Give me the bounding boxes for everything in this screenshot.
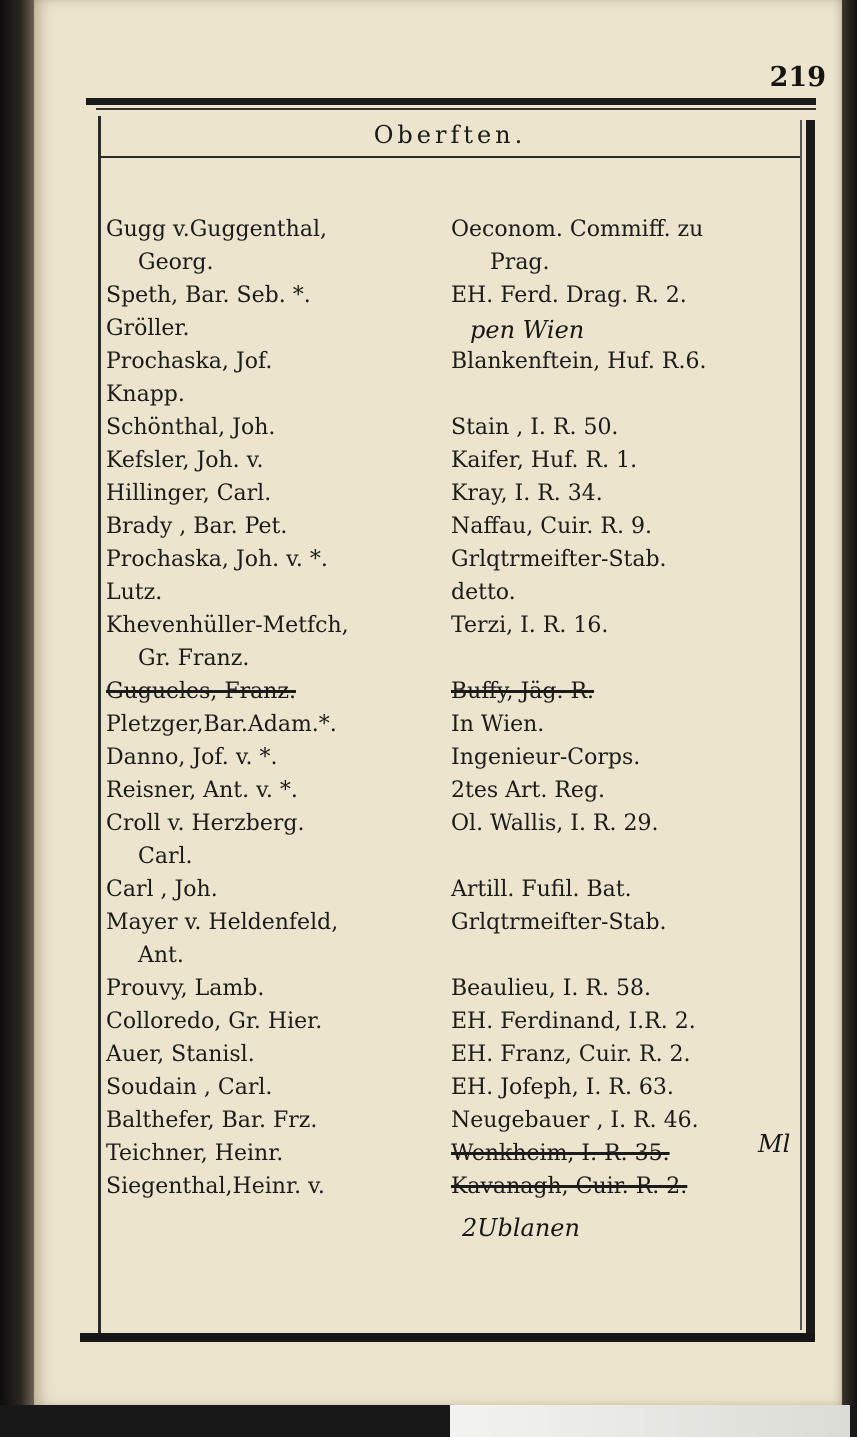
officer-name: Carl. <box>138 844 193 869</box>
page-number: 219 <box>769 62 826 93</box>
list-item <box>0 477 857 510</box>
officer-posting-struck: Wenkheim, I. R. 35. <box>451 1141 670 1166</box>
list-item <box>0 708 857 741</box>
officer-name: Gugg v.Guggenthal, <box>106 217 327 242</box>
list-item <box>0 378 857 411</box>
officer-name: Teichner, Heinr. <box>106 1141 284 1166</box>
officer-name: Prochaska, Jof. <box>106 349 273 374</box>
list-item <box>0 444 857 477</box>
list-item <box>0 840 857 873</box>
officer-name: Knapp. <box>106 382 185 407</box>
officer-posting: Kray, I. R. 34. <box>451 481 603 506</box>
officer-name: Gr. Franz. <box>138 646 250 671</box>
list-item <box>0 609 857 642</box>
officer-name: Danno, Jof. v. *. <box>106 745 278 770</box>
officer-name: Soudain , Carl. <box>106 1075 273 1100</box>
list-item <box>0 312 857 345</box>
officer-posting: Grlqtrmeifter-Stab. <box>451 547 667 572</box>
list-item <box>0 1038 857 1071</box>
list-item <box>0 213 857 246</box>
officer-name: Georg. <box>138 250 214 275</box>
officer-name: Croll v. Herzberg. <box>106 811 305 836</box>
list-item <box>0 939 857 972</box>
officer-name: Khevenhüller-Metfch, <box>106 613 349 638</box>
list-item <box>0 675 857 708</box>
list-item <box>0 1071 857 1104</box>
officer-name: Hillinger, Carl. <box>106 481 272 506</box>
officer-posting: Oeconom. Commiff. zu <box>451 217 704 242</box>
list-item <box>0 246 857 279</box>
list-item <box>0 543 857 576</box>
officer-posting: Blankenftein, Huf. R.6. <box>451 349 707 374</box>
officer-name: Reisner, Ant. v. *. <box>106 778 298 803</box>
officer-posting: EH. Franz, Cuir. R. 2. <box>451 1042 691 1067</box>
officer-name: Brady , Bar. Pet. <box>106 514 288 539</box>
officer-name: Siegenthal,Heinr. v. <box>106 1174 325 1199</box>
officer-posting: Ol. Wallis, I. R. 29. <box>451 811 659 836</box>
officer-name: Kefsler, Joh. v. <box>106 448 264 473</box>
officer-name: Prochaska, Joh. v. *. <box>106 547 328 572</box>
officer-name: Ant. <box>138 943 184 968</box>
section-title: Oberften. <box>373 121 527 149</box>
officer-posting: Grlqtrmeifter-Stab. <box>451 910 667 935</box>
list-item <box>0 1170 857 1203</box>
list-item <box>0 774 857 807</box>
list-item <box>0 510 857 543</box>
officer-name-struck: Gugueles, Franz. <box>106 679 296 704</box>
officer-name: Schönthal, Joh. <box>106 415 276 440</box>
officer-name: Balthefer, Bar. Frz. <box>106 1108 318 1133</box>
officer-posting: EH. Ferd. Drag. R. 2. <box>451 283 687 308</box>
officer-posting: Beaulieu, I. R. 58. <box>451 976 651 1001</box>
officer-posting: Naffau, Cuir. R. 9. <box>451 514 652 539</box>
officer-posting: Stain , I. R. 50. <box>451 415 619 440</box>
list-item <box>0 279 857 312</box>
officer-name: Prouvy, Lamb. <box>106 976 265 1001</box>
officer-name: Speth, Bar. Seb. *. <box>106 283 311 308</box>
officer-name: Auer, Stanisl. <box>106 1042 255 1067</box>
list-item <box>0 1005 857 1038</box>
officer-posting-struck: Kavanagh, Cuir. R. 2. <box>451 1174 688 1199</box>
list-item <box>0 1104 857 1137</box>
handwritten-note: 2Ublanen <box>462 1214 580 1242</box>
officer-posting: 2tes Art. Reg. <box>451 778 606 803</box>
list-item <box>0 906 857 939</box>
handwritten-note: pen Wien <box>470 316 585 344</box>
list-item <box>0 741 857 774</box>
officer-posting: detto. <box>451 580 516 605</box>
officer-posting: Kaifer, Huf. R. 1. <box>451 448 638 473</box>
list-item <box>0 411 857 444</box>
officer-posting: Terzi, I. R. 16. <box>451 613 609 638</box>
handwritten-note: Ml <box>758 1130 791 1158</box>
officer-posting: Artill. Fufil. Bat. <box>451 877 632 902</box>
list-item <box>0 1137 857 1170</box>
officer-posting: Neugebauer , I. R. 46. <box>451 1108 699 1133</box>
officer-name: Pletzger,Bar.Adam.*. <box>106 712 337 737</box>
officer-posting: Prag. <box>490 250 550 275</box>
officer-name: Mayer v. Heldenfeld, <box>106 910 339 935</box>
officer-name: Gröller. <box>106 316 190 341</box>
list-item <box>0 972 857 1005</box>
officer-posting: EH. Ferdinand, I.R. 2. <box>451 1009 696 1034</box>
list-item <box>0 873 857 906</box>
list-item <box>0 576 857 609</box>
officer-name: Carl , Joh. <box>106 877 218 902</box>
list-item <box>0 345 857 378</box>
list-item <box>0 642 857 675</box>
officer-posting: Ingenieur-Corps. <box>451 745 641 770</box>
officer-posting: EH. Jofeph, I. R. 63. <box>451 1075 674 1100</box>
officer-name: Colloredo, Gr. Hier. <box>106 1009 323 1034</box>
officer-name: Lutz. <box>106 580 163 605</box>
officer-posting-struck: Buffy, Jäg. R. <box>451 679 595 704</box>
officer-posting: In Wien. <box>451 712 545 737</box>
list-item <box>0 807 857 840</box>
